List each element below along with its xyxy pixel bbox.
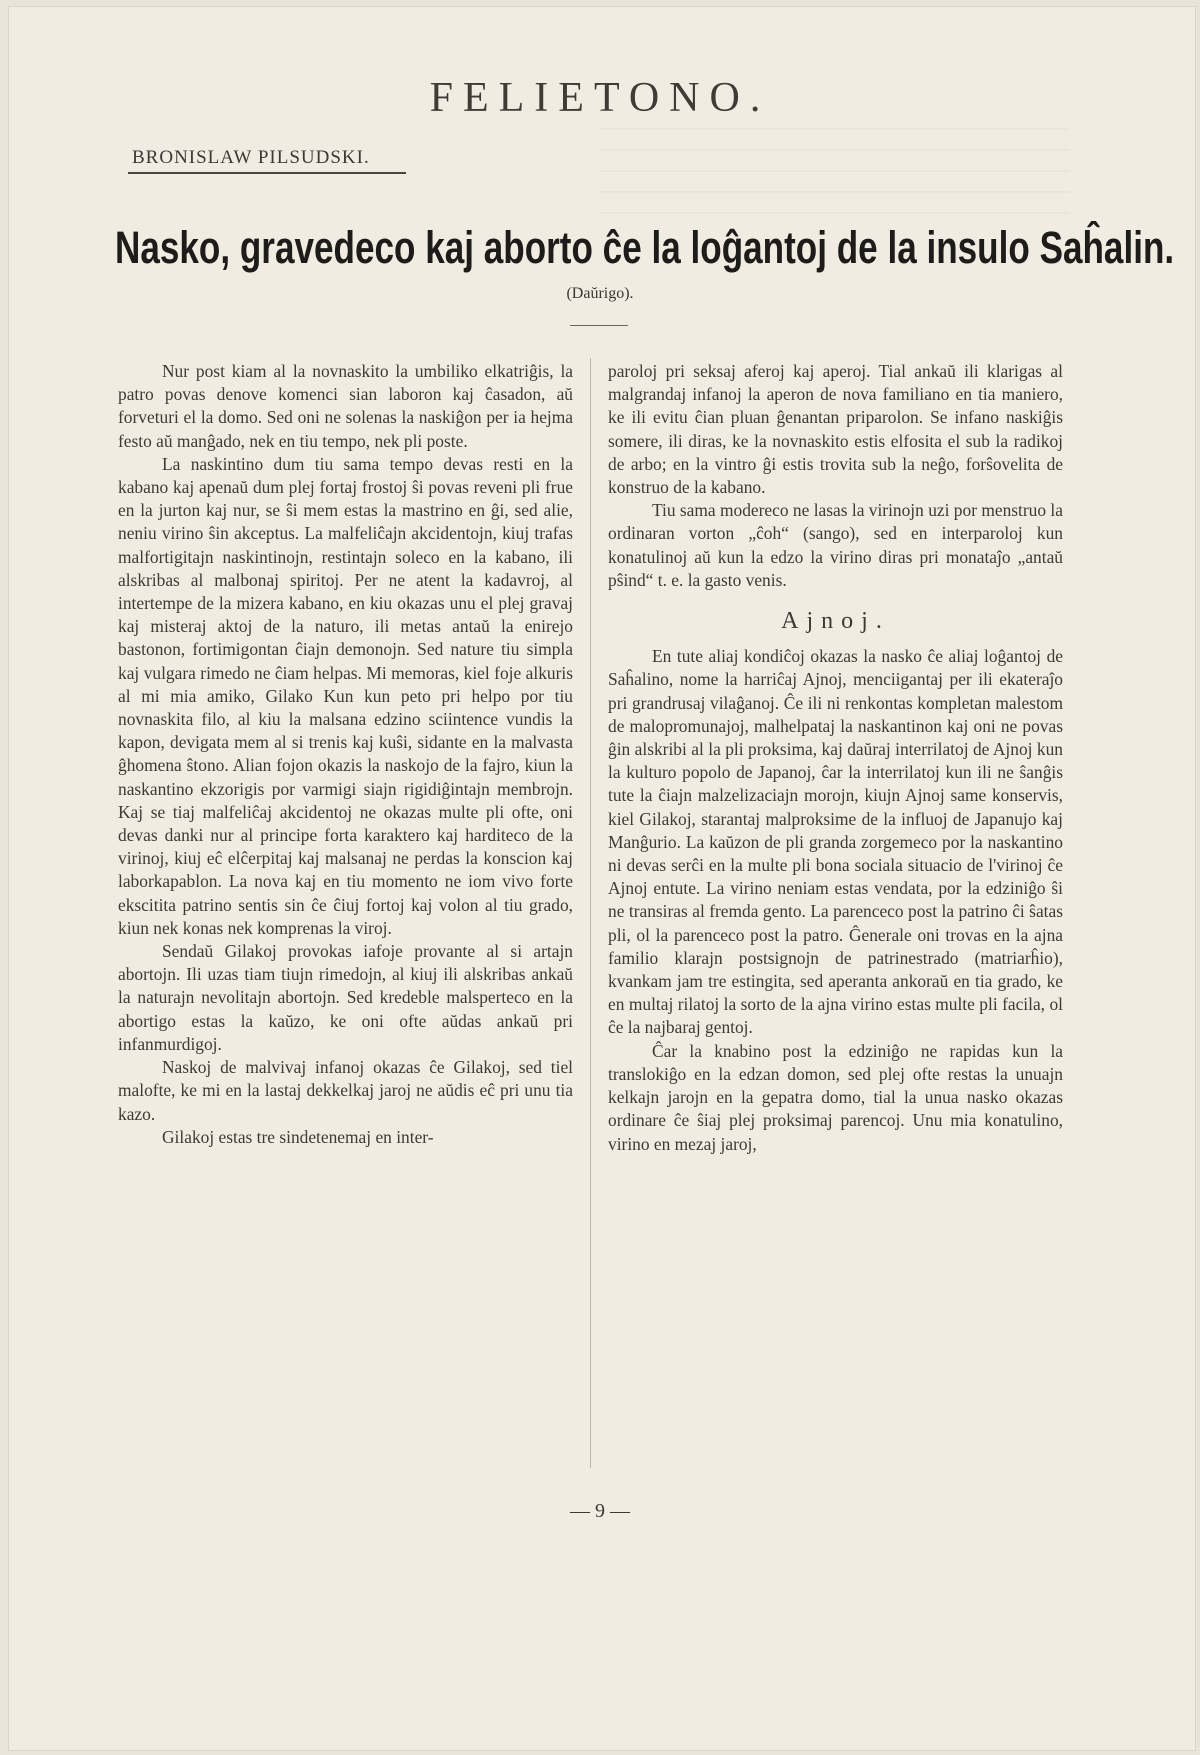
right-column [608,360,1063,1156]
column-divider [590,358,591,1468]
section-heading-ajnoj: Ajnoj. [781,608,890,635]
page-number: — 9 — [570,1500,630,1522]
faint-bleed-through [600,128,1070,218]
paragraph: Naskoj de malvivaj infanoj okazas ĉe Gilakoj, sed tiel malofte, ke mi en la lastaj dekkelkaj jaroj ne aŭdis eĉ pri unu tia kazo. [118,1057,573,1124]
article-subtitle: (Daŭrigo). [566,285,634,302]
paragraph: Tiu sama modereco ne lasas la virinojn uzi por menstruo la ordinaran vorton „ĉoh“ (sango), sed en interparoloj kun konatulinoj aŭ kun la edzo la virino diras pri monataĵo „antaŭ pŝind“ t. e. la gasto venis. [608,500,1063,590]
section-title: FELIETONO. [429,75,771,121]
article-title: Nasko, gravedeco kaj aborto ĉe la loĝantoj de la insulo Saĥalin. [115,222,1175,273]
author-name: BRONISLAW PILSUDSKI. [132,147,370,168]
paragraph: La naskintino dum tiu sama tempo devas resti en la kabano kaj apenaŭ dum plej fortaj frostoj ŝi povas reveni pli frue en la jurton kaj nur, se ŝi mem estas la mastrino en ĝi, sed alie, neniu virino ŝin akceptus. La malfeliĉajn akcidentojn, kiuj trafas malfortigitajn naskintinojn, restintajn soleco en la kabano, ili alskribas al malbonaj spiritoj. Per ne atent la kadavroj, al intertempe de la mizera kabano, en kiu okazas unu el plej gravaj kaj misteraj aktoj de la naturo, ili metas antaŭ la enirejo bastonon, fortimigontan ĉiajn demonojn. Sed nature tiu simpla kaj vulgara rimedo ne ĉiam helpas. Mi memoras, kiel foje alkuris al mi mia amiko, Gilako Kun kun peto pri helpo por tiu novnaskita filo, al kiu la malsana edzino sciintence vundis la kapon, devigata mem al si trenis kaj kuŝi, sidante en la malvasta ĝhomena ŝtono. Alian fojon okazis la naskojo de la fajro, kiun la naskantino ekzorigis por varmigi siajn rigidiĝintajn membrojn. Kaj se tiaj malfeliĉaj akcidentoj ne okazas multe pli ofte, oni devas danki nur al principe forta karaktero kaj harditeco de la virinoj, kiuj eĉ elĉerpitaj kaj malsanaj ne perdas la konscion kaj laborkapablon. La nova kaj en tiu momento ne iom vivo forte ekscitita patrino sentis sin ĉe ĉiuj fortoj kaj volon al tiu grado, kiun nek konas nek komprenas la viroj. [118,453,573,938]
paragraph: Gilakoj estas tre sindetenemaj en inter- [162,1126,434,1147]
paragraph: paroloj pri seksaj aferoj kaj aperoj. Tial ankaŭ ili klarigas al malgrandaj infanoj la aperon de nova familiano en tia maniero, ke ili evitu ĉian pluan ĝenantan priparolon. Se infano naskiĝis somere, ili diras, ke la novnaskito estis elfosita el sub la radikoj de arbo; en la vintro ĝi estis trovita sub la neĝo, forŝovelita de konstruo de la kabano. [608,361,1063,498]
paragraph: Sendaŭ Gilakoj provokas iafoje provante al si artajn abortojn. Ili uzas tiam tiujn rimedojn, al kiuj ili alskribas ankaŭ la naturajn nevolitajn abortojn. Sed kredeble malsperteco en la abortigo estas la kaŭzo, ke oni ofte aŭdas ankaŭ pri infanmurdigoj. [118,941,573,1054]
paragraph: En tute aliaj kondiĉoj okazas la nasko ĉe aliaj loĝantoj de Saĥalino, nome la harriĉaj Ajnoj, menciigantaj per ili ekateraĵo pri grandrusaj vilaĝanoj. Ĉe ili ni renkontas kompletan malestom de malopromunajoj, malhelpataj la naskantinon kaj oni ne povas ĝin alskribi al la pli proksima, kaj daŭraj interrilatoj de Ajnoj kun la kulturo popolo de Japanoj, ĉar la interrilatoj kun ili ne ŝanĝis tute la ĉiajn malzelizaciajn morojn, kiujn Ajnoj same konservis, kiel Gilakoj, starantaj malproksime de la influoj de Japanujo kaj Manĝurio. La kaŭzon de pli granda zorgemeco por la naskantino ni devas serĉi en la multe pli bona sociala situacio de l'virinoj ĉe Ajnoj entute. La virino neniam estas vendata, por la edziniĝo ŝi ne transiras al fremda gento. La parenceco post la patrino ĉi ŝatas pli, ol la parenceco post la patro. Ĝenerale oni trovas en la ajna familio klarajn postsignojn de patrinestrado (matriarĥio), kvankam jam tre estingita, sed aperanta ankoraŭ en tia grado, ke en multaj rilatoj la sorto de la ajna virino estas multe pli facila, ol ĉe la najbaraj gentoj. [608,646,1063,1038]
title-divider [570,325,628,326]
paragraph: Ĉar la knabino post la edziniĝo ne rapidas kun la translokiĝo en la edzan domon, sed plej ofte restas la unuajn kelkajn jarojn en la gepatra domo, tial la unua nasko okazas ordinare ĉe ŝiaj plej proksimaj parencoj. Unu mia konatulino, virino en mezaj jaroj, [608,1040,1063,1154]
author-underline [128,172,406,174]
paragraph: Nur post kiam al la novnaskito la umbiliko elkatriĝis, la patro povas denove komenci sian laboron kaj ĉasadon, aŭ forveturi el la domo. Sed oni ne solenas la naskiĝon per ia hejma festo aŭ manĝado, nek en tiu tempo, nek pli poste. [118,361,573,451]
left-column [118,360,573,1149]
